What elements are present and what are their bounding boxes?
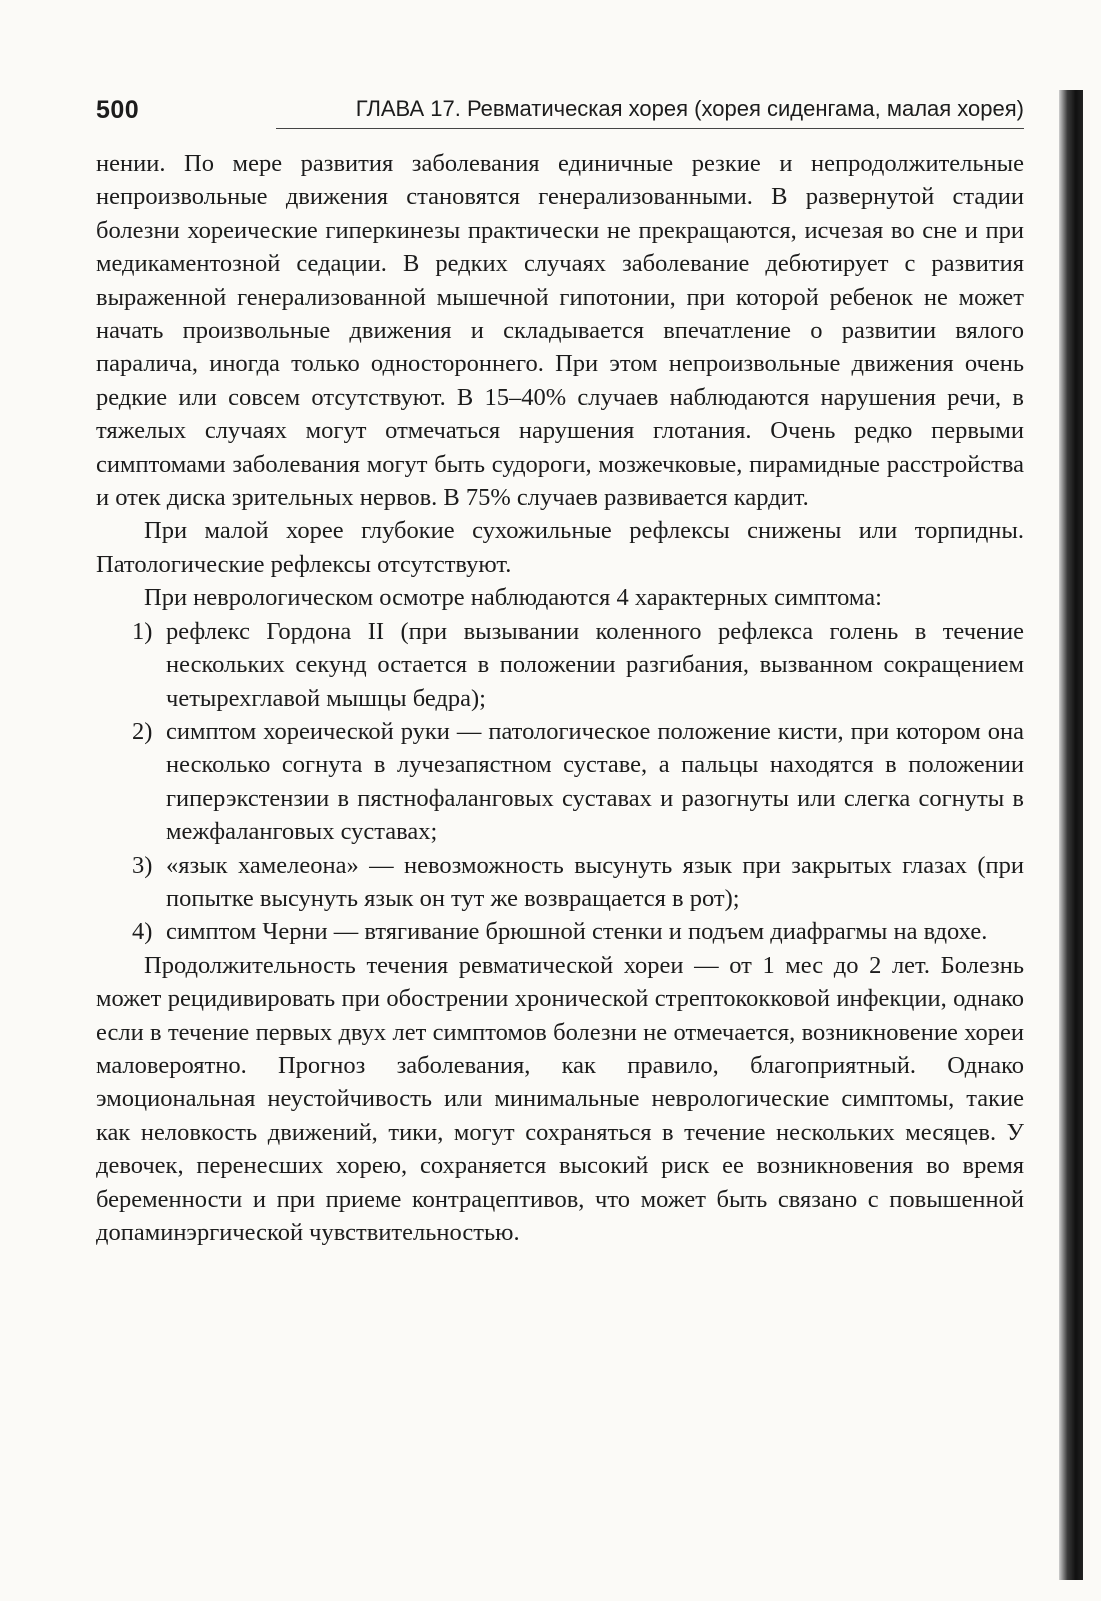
- list-item-text: симптом Черни — втягивание брюшной стенки и подъем диафрагмы на вдохе.: [166, 918, 988, 946]
- paragraph-prognosis: Продолжительность течения ревматической хореи — от 1 мес до 2 лет. Болезнь может рецидивировать при обострении хронической стрептококковой инфекции, однако если в течение первых двух лет симптомов болезни не отмечается, возникновение хореи маловероятно. Прогноз заболевания, как правило, благоприятный. Однако эмоциональная неустойчивость или минимальные неврологические симптомы, такие как неловкость движений, тики, могут сохраняться в течение нескольких месяцев. У девочек, перенесших хорею, сохраняется высокий риск ее возникновения во время беременности и при приеме контрацептивов, что может быть связано с повышенной допаминэргической чувствительностью.: [96, 951, 1024, 1246]
- list-item-text: рефлекс Гордона II (при вызывании коленного рефлекса голень в течение нескольких секунд остается в положении разгибания, вызванном сокращением четырехглавой мышцы бедра);: [166, 617, 1024, 712]
- list-item-number: 1): [132, 617, 153, 645]
- list-item-text: «язык хамелеона» — невозможность высунуть язык при закрытых глазах (при попытке высунуть язык он тут же возвращается в рот);: [166, 851, 1024, 912]
- body-text: [96, 147, 1024, 1249]
- list-item-number: 3): [132, 851, 153, 879]
- symptom-list: [96, 615, 1024, 949]
- binding-shadow: [1059, 90, 1083, 1580]
- header-rule: [276, 128, 1024, 129]
- list-item-number: 2): [132, 717, 153, 745]
- chapter-title: ГЛАВА 17. Ревматическая хорея (хорея сиденгама, малая хорея): [355, 96, 1024, 121]
- paragraph-reflexes: При малой хорее глубокие сухожильные рефлексы снижены или торпидны. Патологические рефлексы отсутствуют.: [96, 517, 1024, 578]
- page-number: 500: [96, 96, 140, 124]
- list-item-number: 4): [132, 918, 153, 946]
- paragraph-continuation: нении. По мере развития заболевания единичные резкие и непродолжительные непроизвольные движения становятся генерализованными. В развернутой стадии болезни хореические гиперкинезы практически не прекращаются, исчезая во сне и при медикаментозной седации. В редких случаях заболевание дебютирует с развития выраженной генерализованной мышечной гипотонии, при которой ребенок не может начать произвольные движения и складывается впечатление о развитии вялого паралича, иногда только одностороннего. При этом непроизвольные движения очень редкие или совсем отсутствуют. В 15–40% случаев наблюдаются нарушения речи, в тяжелых случаях могут отмечаться нарушения глотания. Очень редко первыми симптомами заболевания могут быть судороги, мозжечковые, пирамидные расстройства и отек диска зрительных нервов. В 75% случаев развивается кардит.: [96, 150, 1024, 512]
- running-head: [96, 96, 1024, 136]
- list-item-text: симптом хореической руки — патологическое положение кисти, при котором она несколько согнута в лучезапястном суставе, а пальцы находятся в положении гиперэкстензии в пястнофаланговых суставах и разогнуты или слегка согнуты в межфаланговых суставах;: [166, 717, 1024, 846]
- list-item: [96, 849, 1024, 916]
- list-item: [96, 715, 1024, 849]
- paragraph-symptoms-intro: При неврологическом осмотре наблюдаются 4 характерных симптома:: [144, 584, 882, 612]
- list-item: [96, 615, 1024, 715]
- list-item: [96, 915, 1024, 948]
